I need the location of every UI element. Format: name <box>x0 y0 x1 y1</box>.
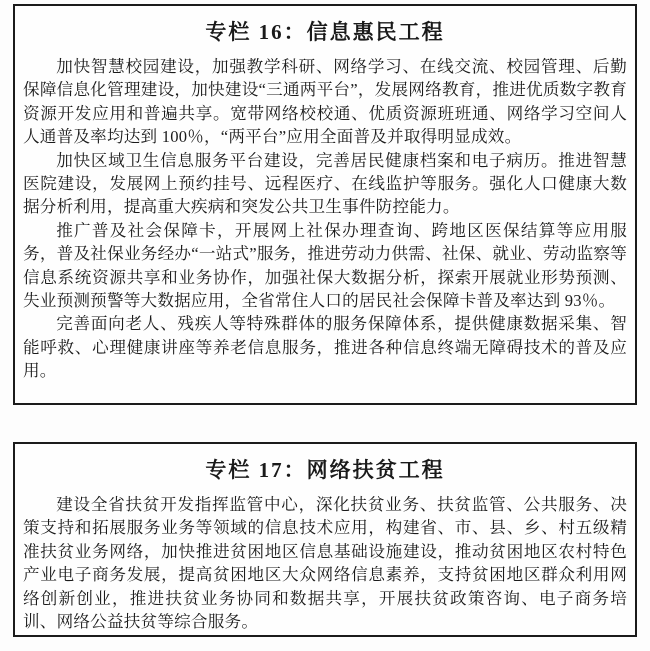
paragraph-poverty-alleviation: 建设全省扶贫开发指挥监管中心，深化扶贫业务、扶贫监管、公共服务、决策支持和拓展服务业务等领域的信息技术应用，构建省、市、县、乡、村五级精准扶贫业务网络，加快推进贫困地区信息基础设施建设，推动贫困地区农村特色产业电子商务发展，提高贫困地区大众网络信息素养，支持贫困地区群众利用网络创新创业，推进扶贫业务协同和数据共享，开展扶贫政策咨询、电子商务培训、网络公益扶贫等综合服务。 <box>23 495 627 632</box>
paragraph-elderly-disabled-services: 完善面向老人、残疾人等特殊群体的服务保障体系，提供健康数据采集、智能呼救、心理健康讲座等养老信息服务，推进各种信息终端无障碍技术的普及应用。 <box>23 314 627 381</box>
panel-info-benefit-project <box>13 4 637 405</box>
paragraph-health-platform: 加快区域卫生信息服务平台建设，完善居民健康档案和电子病历。推进智慧医院建设，发展网上预约挂号、远程医疗、在线监护等服务。强化人口健康大数据分析利用，提高重大疾病和突发公共卫生事件防控能力。 <box>23 150 627 217</box>
paragraph-smart-campus: 加快智慧校园建设，加强教学科研、网络学习、在线交流、校园管理、后勤保障信息化管理建设，加快建设“三通两平台”，发展网络教育，推进优质数字教育资源开发应用和普遍共享。宽带网络校校通、优质资源班班通、网络学习空间人人通普及率均达到 100％，“两平台”应用全面普及并取得明显成效。 <box>23 57 627 147</box>
document-page <box>0 4 650 651</box>
panel-network-poverty-alleviation-project <box>13 442 637 637</box>
panel-title-column-17: 专栏 17：网络扶贫工程 <box>205 458 445 482</box>
panel-title-column-16: 专栏 16：信息惠民工程 <box>205 20 445 44</box>
paragraph-social-security-card: 推广普及社会保障卡，开展网上社保办理查询、跨地区医保结算等应用服务，普及社保业务经办“一站式”服务，推进劳动力供需、社保、就业、劳动监察等信息系统资源共享和业务协作，加强社保大数据分析，探索开展就业形势预测、失业预测预警等大数据应用，全省常住人口的居民社会保障卡普及率达到 93％。 <box>23 220 627 311</box>
